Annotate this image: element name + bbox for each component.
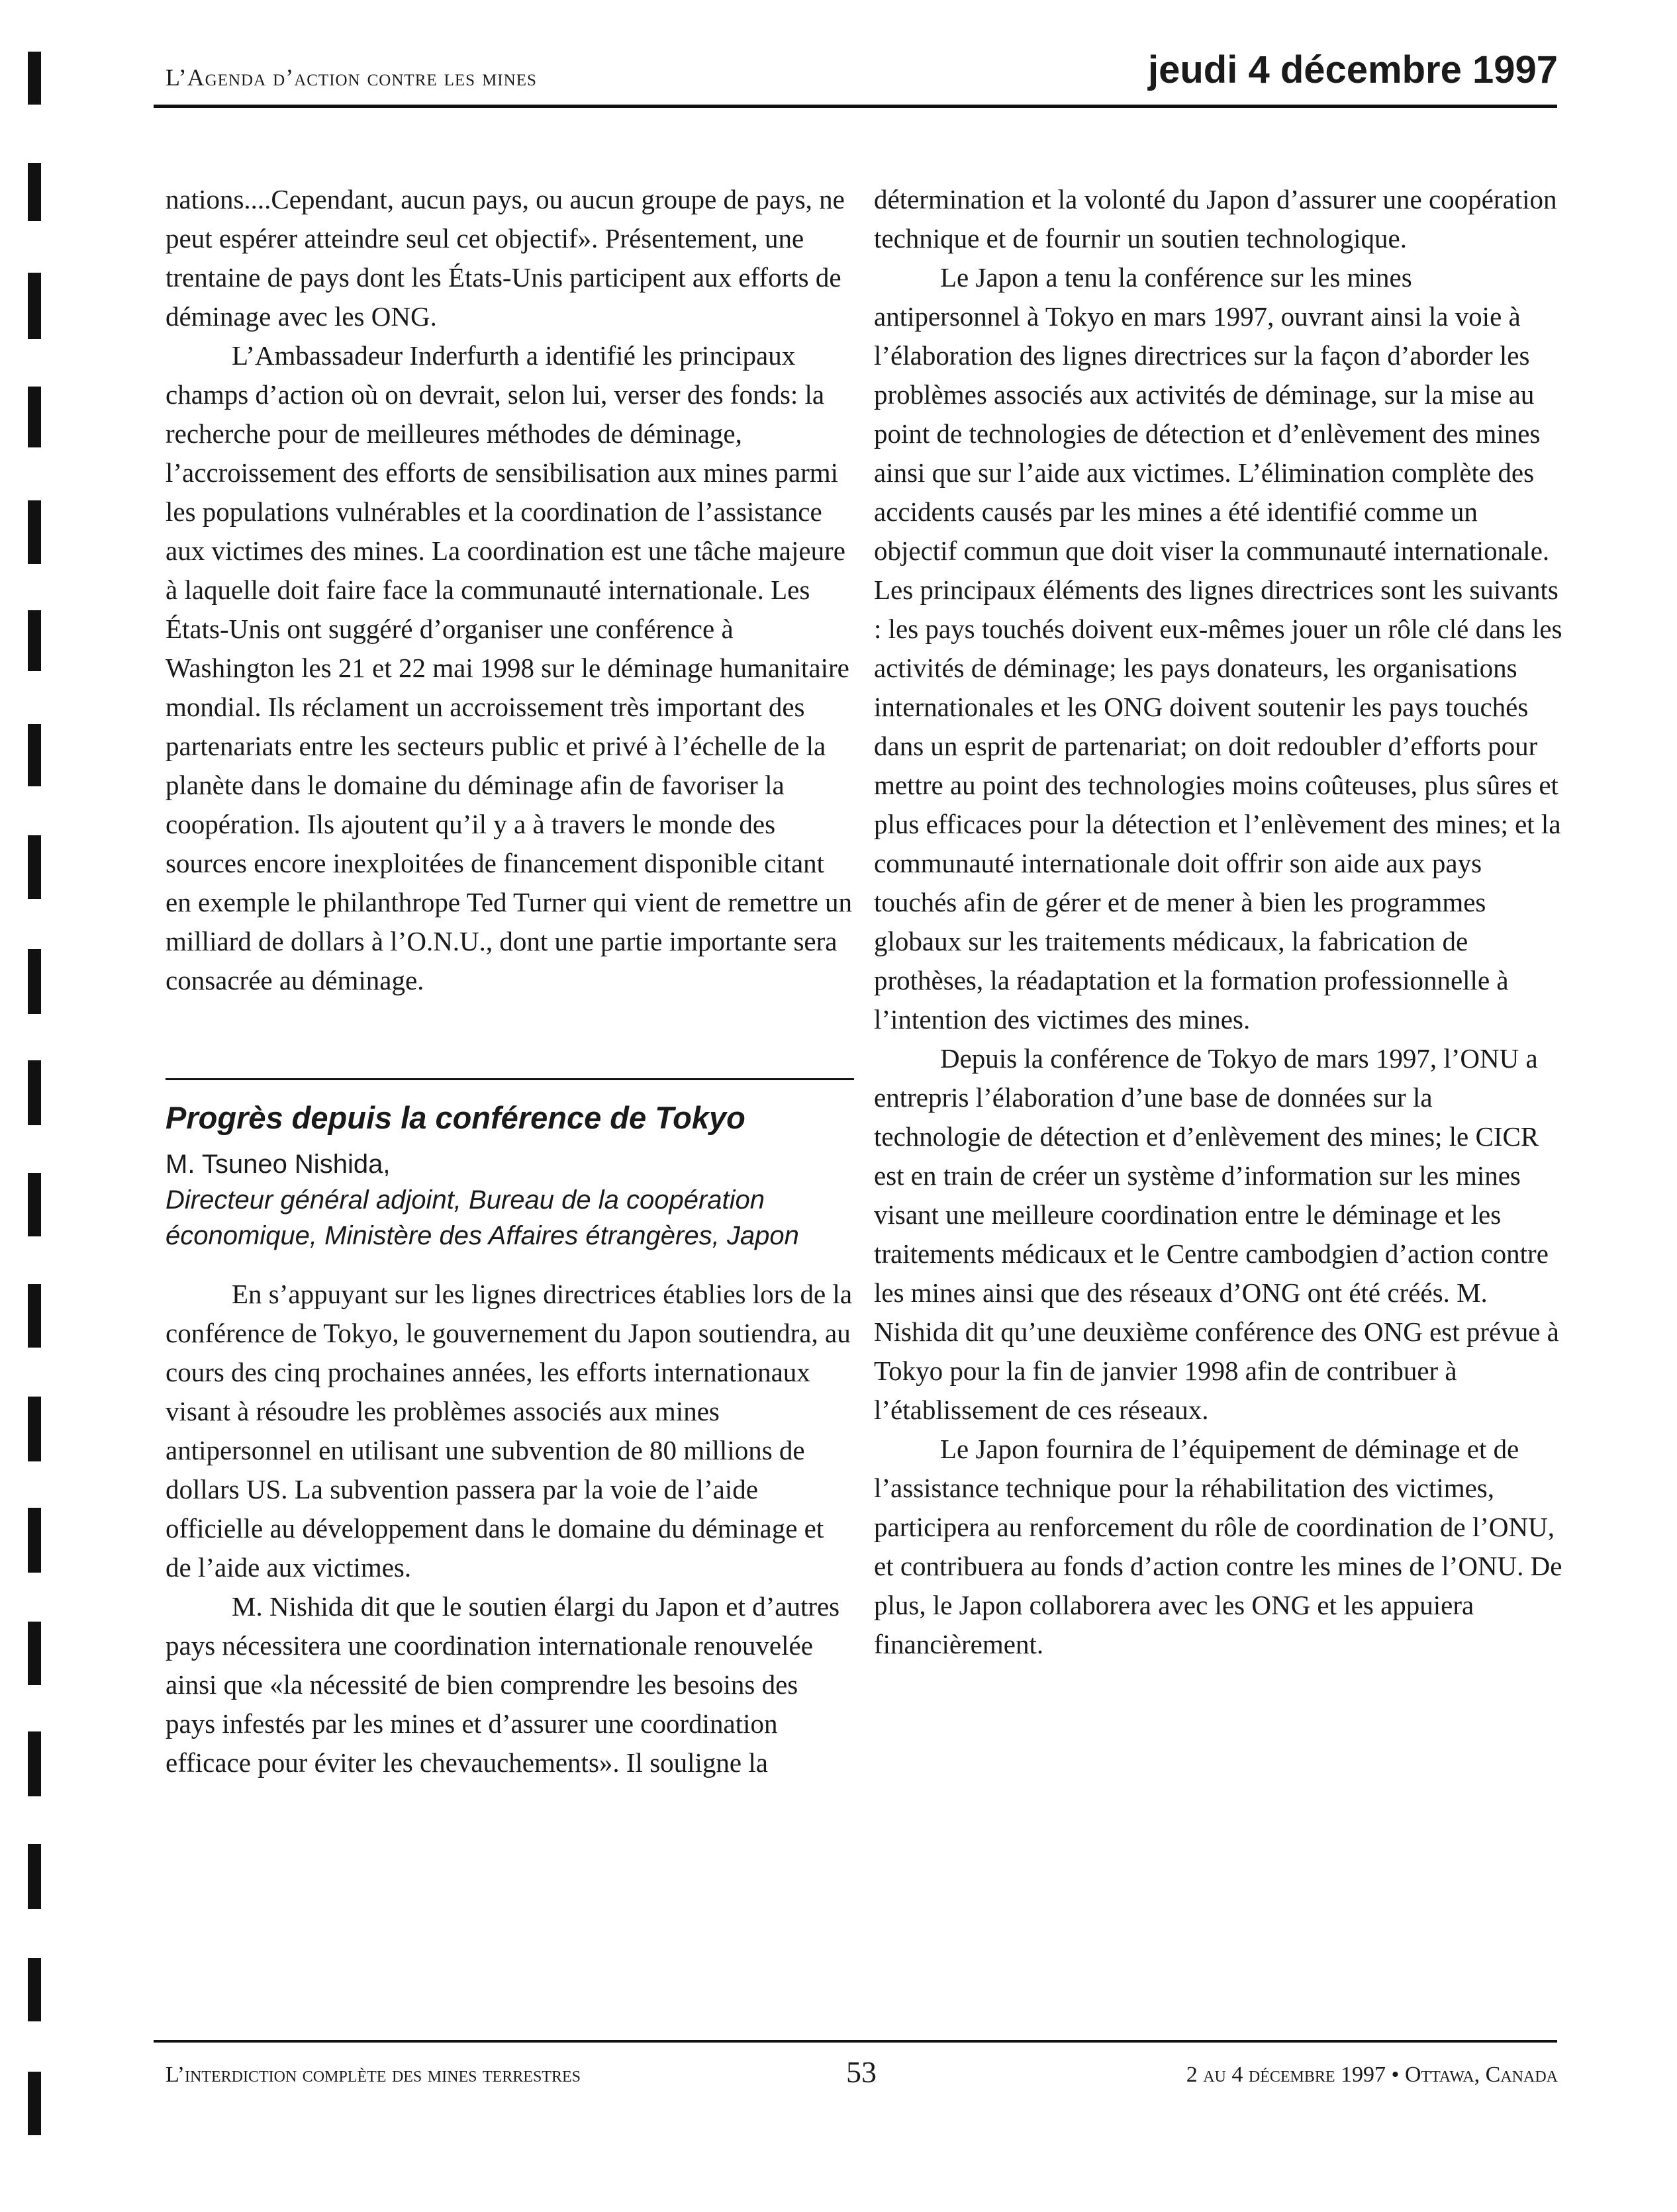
footer-rule bbox=[154, 2040, 1557, 2043]
paragraph: Le Japon fournira de l’équipement de déminage et de l’assistance technique pour la réhabilitation des victimes, participera au renforcement du rôle de coordination de l’ONU, et contribuera au fonds d’action contre les mines de l’ONU. De plus, le Japon collaborera avec les ONG et les appuiera financièrement. bbox=[874, 1434, 1562, 1659]
binding-mark bbox=[28, 163, 41, 221]
author-affiliation: Directeur général adjoint, Bureau de la coopération économique, Ministère des Affaires étrangères, Japon bbox=[166, 1185, 799, 1250]
binding-mark bbox=[28, 949, 41, 1014]
running-header-title: L’Agenda d’action contre les mines bbox=[166, 64, 537, 91]
left-column bbox=[166, 180, 854, 1782]
binding-mark bbox=[28, 1958, 41, 2021]
binding-mark bbox=[28, 1060, 41, 1125]
footer-title: L’interdiction complète des mines terrestres bbox=[166, 2062, 581, 2087]
binding-mark bbox=[28, 387, 41, 447]
binding-mark bbox=[28, 610, 41, 671]
paragraph: En s’appuyant sur les lignes directrices établies lors de la conférence de Tokyo, le gouvernement du Japon soutiendra, au cours des cinq prochaines années, les efforts internationaux visant à résoudre les problèmes associés aux mines antipersonnel en utilisant une subvention de 80 millions de dollars US. La subvention passera par la voie de l’aide officielle au développement dans le domaine du déminage et de l’aide aux victimes. bbox=[166, 1279, 853, 1583]
section-heading: Progrès depuis la conférence de Tokyo bbox=[166, 1100, 745, 1135]
paragraph: M. Nishida dit que le soutien élargi du Japon et d’autres pays nécessitera une coordination internationale renouvelée ainsi que «la nécessité de bien comprendre les besoins des pays infestés par les mines et d’assurer une coordination efficace pour éviter les chevauchements». Il souligne la bbox=[166, 1591, 840, 1778]
paragraph: Le Japon a tenu la conférence sur les mines antipersonnel à Tokyo en mars 1997, ouvrant ainsi la voie à l’élaboration des lignes directrices sur la façon d’aborder les problèmes associés aux activités de déminage, sur la mise au point de technologies de détection et d’enlèvement des mines ainsi que sur l’aide aux victimes. L’élimination complète des accidents causés par les mines a été identifié comme un objectif commun que doit viser la communauté internationale. Les principaux éléments des lignes directrices sont les suivants : les pays touchés doivent eux-mêmes jouer un rôle clé dans les activités de déminage; les pays donateurs, les organisations internationales et les ONG doivent soutenir les pays touchés dans un esprit de partenariat; on doit redoubler d’efforts pour mettre au point des technologies moins coûteuses, plus sûres et plus efficaces pour la détection et l’enlèvement des mines; et la communauté internationale doit offrir son aide aux pays touchés afin de gérer et de mener à bien les programmes globaux sur les traitements médicaux, la fabrication de prothèses, la réadaptation et la formation professionnelle à l’intention des victimes des mines. bbox=[874, 262, 1562, 1035]
binding-mark bbox=[28, 1622, 41, 1685]
binding-mark bbox=[28, 1173, 41, 1236]
header-date: jeudi 4 décembre 1997 bbox=[1148, 48, 1558, 91]
paragraph: L’Ambassadeur Inderfurth a identifié les principaux champs d’action où on devrait, selon lui, verser des fonds: la recherche pour de meilleures méthodes de déminage, l’accroissement des efforts de sensibilisation aux mines parmi les populations vulnérables et la coordination de l’assistance aux victimes des mines. La coordination est une tâche majeure à laquelle doit faire face la communauté internationale. Les États-Unis ont suggéré d’organiser une conférence à Washington les 21 et 22 mai 1998 sur le déminage humanitaire mondial. Ils réclament un accroissement très important des partenariats entre les secteurs public et privé à l’échelle de la planète dans le domaine du déminage afin de favoriser la coopération. Ils ajoutent qu’il y a à travers le monde des sources encore inexploitées de financement disponible citant en exemple le philanthrope Ted Turner qui vient de remettre un milliard de dollars à l’O.N.U., dont une partie importante sera consacrée au déminage. bbox=[166, 340, 853, 995]
binding-mark bbox=[28, 724, 41, 786]
paragraph: détermination et la volonté du Japon d’assurer une coopération technique et de fournir un soutien technologique. bbox=[874, 184, 1557, 253]
page-number: 53 bbox=[846, 2055, 877, 2089]
paragraph: Depuis la conférence de Tokyo de mars 1997, l’ONU a entrepris l’élaboration d’une base de données sur la technologie de détection et d’enlèvement des mines; le CICR est en train de créer un système d’information sur les mines visant une meilleure coordination entre le déminage et les traitements médicaux et le Centre cambodgien d’action contre les mines ainsi que des réseaux d’ONG ont été créés. M. Nishida dit qu’une deuxième conférence des ONG est prévue à Tokyo pour la fin de janvier 1998 afin de contribuer à l’établissement de ces réseaux. bbox=[874, 1043, 1559, 1425]
binding-mark bbox=[28, 1508, 41, 1573]
binding-mark bbox=[28, 52, 41, 105]
binding-mark bbox=[28, 1731, 41, 1796]
header-rule bbox=[154, 105, 1557, 108]
binding-mark bbox=[28, 273, 41, 339]
section-divider bbox=[166, 1078, 854, 1080]
author-name: M. Tsuneo Nishida, bbox=[166, 1150, 391, 1179]
footer-event-info: 2 au 4 décembre 1997 • Ottawa, Canada bbox=[1186, 2062, 1558, 2087]
binding-mark bbox=[28, 1844, 41, 1909]
binding-mark bbox=[28, 1397, 41, 1461]
right-column bbox=[874, 180, 1562, 1664]
binding-mark bbox=[28, 835, 41, 899]
binding-mark bbox=[28, 500, 41, 564]
paragraph: nations....Cependant, aucun pays, ou aucun groupe de pays, ne peut espérer atteindre seul cet objectif». Présentement, une trentaine de pays dont les États-Unis participent aux efforts de déminage avec les ONG. bbox=[166, 184, 845, 332]
binding-mark bbox=[28, 1284, 41, 1348]
binding-mark bbox=[28, 2072, 41, 2135]
